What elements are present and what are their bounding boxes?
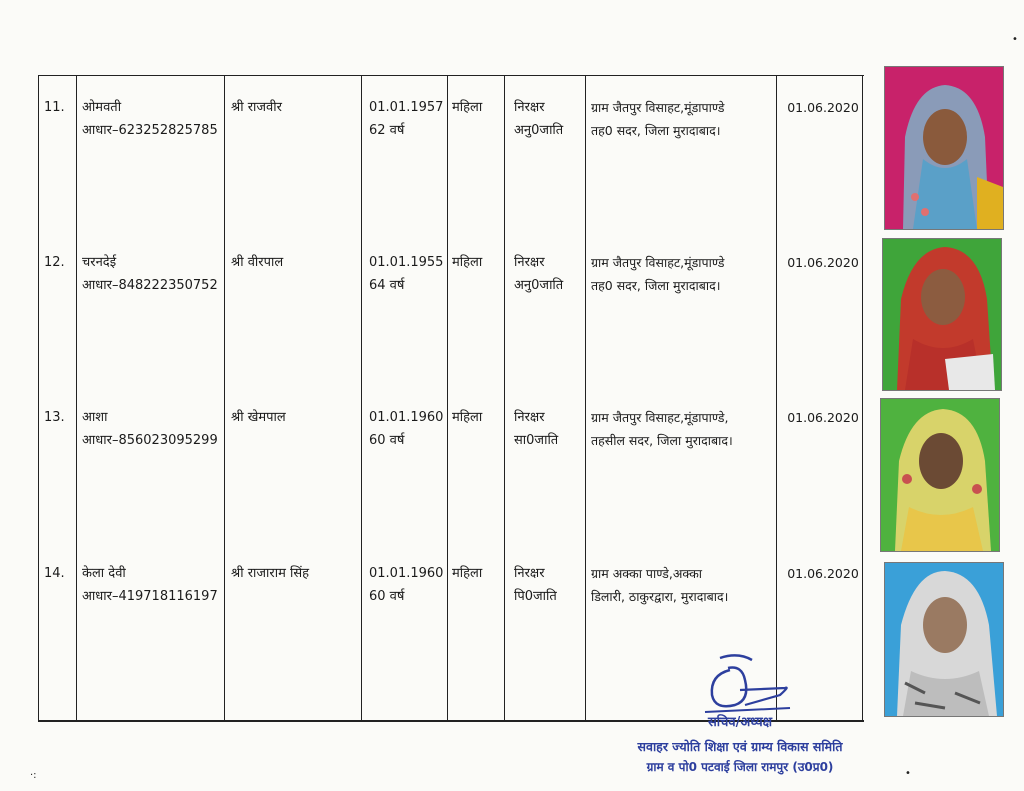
father-name: श्री राजाराम सिंह xyxy=(231,566,310,581)
scan-speck: • xyxy=(1012,34,1018,45)
date-of-birth: 01.01.1955 xyxy=(369,255,444,270)
serial-number: 11. xyxy=(44,100,65,115)
registration-date: 01.06.2020 xyxy=(787,255,859,270)
table-row xyxy=(38,406,864,561)
age: 62 वर्ष xyxy=(369,123,405,138)
caste-category: अनु0जाति xyxy=(514,278,564,293)
beneficiary-photo xyxy=(882,238,1002,391)
address-cell xyxy=(591,251,777,297)
stamp-address: ग्राम व पो0 पटवाई जिला रामपुर (उ0प्र0) xyxy=(646,760,834,774)
beneficiary-photo xyxy=(880,398,1000,552)
father-name: श्री राजवीर xyxy=(231,100,282,115)
education-cell xyxy=(514,96,584,142)
beneficiary-name-cell xyxy=(82,251,227,297)
address-cell xyxy=(591,406,777,452)
address-cell xyxy=(591,562,777,608)
date-of-birth: 01.01.1960 xyxy=(369,410,444,425)
caste-category: पि0जाति xyxy=(514,589,557,604)
registration-date: 01.06.2020 xyxy=(787,410,859,425)
dob-cell xyxy=(369,406,449,452)
gender: महिला xyxy=(452,100,483,115)
date-of-birth: 01.01.1960 xyxy=(369,566,444,581)
beneficiary-name-cell xyxy=(82,406,227,452)
beneficiary-photo xyxy=(884,66,1004,230)
registration-date: 01.06.2020 xyxy=(787,566,859,581)
table-row xyxy=(38,96,864,251)
education: निरक्षर xyxy=(514,566,545,581)
gender: महिला xyxy=(452,566,483,581)
beneficiary-photo xyxy=(884,562,1004,717)
beneficiary-name: चरनदेई xyxy=(82,255,117,270)
beneficiary-name-cell xyxy=(82,96,227,142)
beneficiary-name: ओमवती xyxy=(82,100,122,115)
address-cell xyxy=(591,96,777,142)
beneficiary-name: आशा xyxy=(82,410,108,425)
caste-category: सा0जाति xyxy=(514,433,559,448)
table-row xyxy=(38,251,864,406)
scan-speck: • xyxy=(905,768,911,779)
dob-cell xyxy=(369,96,449,142)
father-name: श्री खेमपाल xyxy=(231,410,286,425)
education: निरक्षर xyxy=(514,100,545,115)
dob-cell xyxy=(369,251,449,297)
education-cell xyxy=(514,562,584,608)
education: निरक्षर xyxy=(514,255,545,270)
caste-category: अनु0जाति xyxy=(514,123,564,138)
registration-date: 01.06.2020 xyxy=(787,100,859,115)
beneficiary-name: केला देवी xyxy=(82,566,126,581)
address-line2: तहसील सदर, जिला मुरादाबाद। xyxy=(591,433,733,448)
aadhaar-number: आधार–419718116197 xyxy=(82,589,218,604)
education: निरक्षर xyxy=(514,410,545,425)
gender: महिला xyxy=(452,255,483,270)
stamp-title: सचिव/अध्यक्ष xyxy=(707,715,773,730)
age: 64 वर्ष xyxy=(369,278,405,293)
gender: महिला xyxy=(452,410,483,425)
address-line2: तह0 सदर, जिला मुरादाबाद। xyxy=(591,278,721,293)
address-line1: ग्राम जैतपुर विसाहट,मूंडापाण्डे xyxy=(591,255,725,270)
stamp-organization: सवाहर ज्योति शिक्षा एवं ग्राम्य विकास समिति xyxy=(637,739,843,754)
father-name: श्री वीरपाल xyxy=(231,255,284,270)
dob-cell xyxy=(369,562,449,608)
address-line2: तह0 सदर, जिला मुरादाबाद। xyxy=(591,123,721,138)
aadhaar-number: आधार–623252825785 xyxy=(82,123,218,138)
serial-number: 14. xyxy=(44,566,65,581)
education-cell xyxy=(514,251,584,297)
aadhaar-number: आधार–856023095299 xyxy=(82,433,218,448)
serial-number: 13. xyxy=(44,410,65,425)
address-line1: ग्राम जैतपुर विसाहट,मूंडापाण्डे xyxy=(591,100,725,115)
date-of-birth: 01.01.1957 xyxy=(369,100,444,115)
education-cell xyxy=(514,406,584,452)
beneficiary-name-cell xyxy=(82,562,227,608)
address-line2: डिलारी, ठाकुरद्वारा, मुरादाबाद। xyxy=(591,589,729,604)
aadhaar-number: आधार–848222350752 xyxy=(82,278,218,293)
scan-speck: ·: xyxy=(30,770,37,781)
age: 60 वर्ष xyxy=(369,589,405,604)
age: 60 वर्ष xyxy=(369,433,405,448)
address-line1: ग्राम अक्का पाण्डे,अक्का xyxy=(591,566,703,581)
organization-stamp xyxy=(600,660,880,785)
beneficiary-table xyxy=(38,75,864,722)
serial-number: 12. xyxy=(44,255,65,270)
address-line1: ग्राम जैतपुर विसाहट,मूंडापाण्डे, xyxy=(591,410,729,425)
